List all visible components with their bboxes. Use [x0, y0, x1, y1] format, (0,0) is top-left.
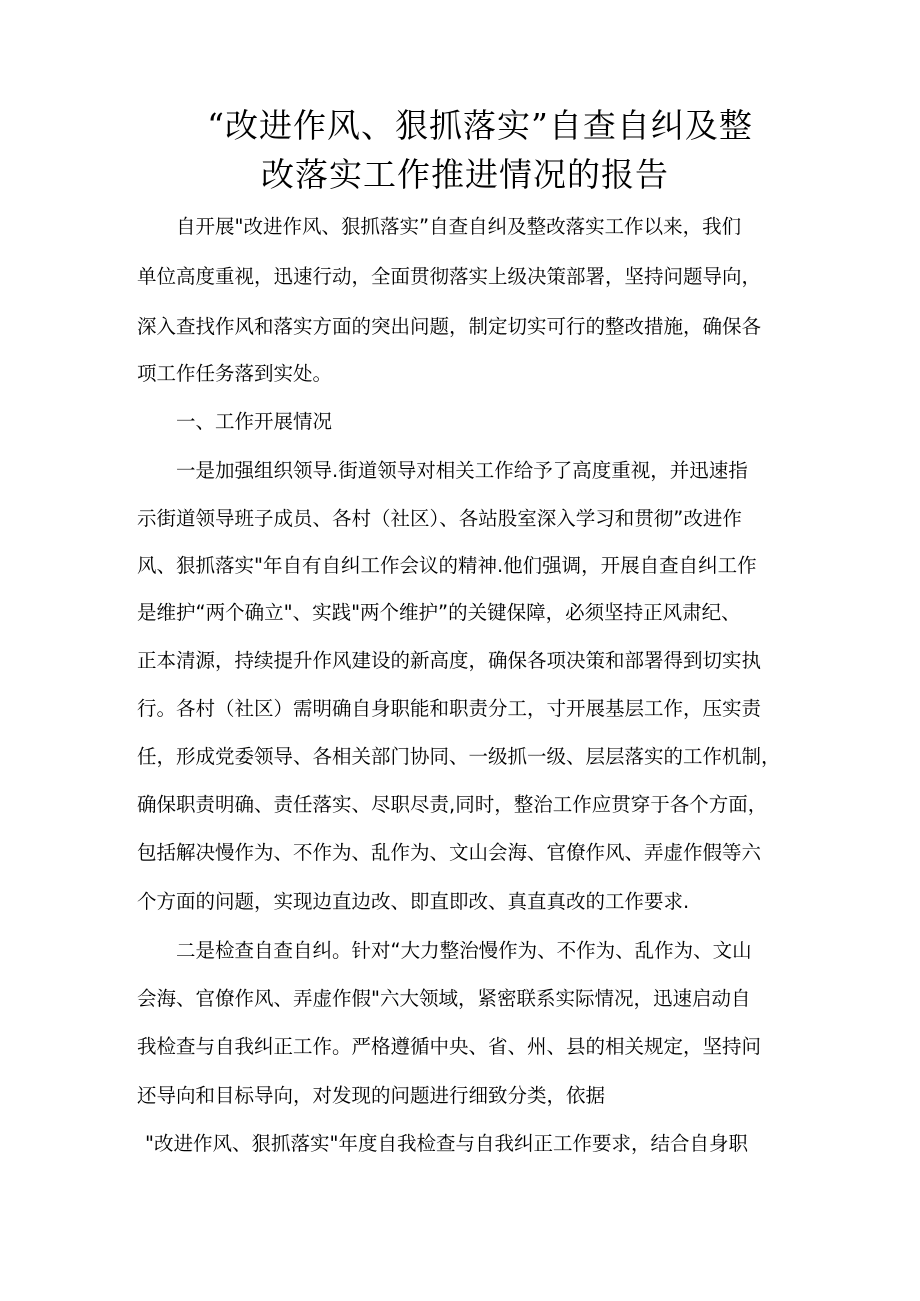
- paragraph-line: 行。各村（社区）需明确自身职能和职责分工，寸开展基层工作，压实责: [137, 697, 762, 720]
- paragraph-line: 会海、官僚作风、弄虚作假"六大领域，紧密联系实际情况，迅速启动自: [137, 987, 751, 1010]
- paragraph-line: 风、狠抓落实"年自有自纠工作会议的精神.他们强调，开展自查自纠工作: [137, 554, 757, 577]
- paragraph-line: 是维护“两个确立"、实践"两个维护”的关键保障，必须坚持正风肃纪、: [137, 601, 741, 624]
- paragraph-line: 还导向和目标导向，对发现的问题进行细致分类，依据: [137, 1084, 606, 1107]
- paragraph-line: 项工作任务落到实处。: [137, 362, 333, 385]
- section-heading: 一、工作开展情况: [176, 410, 333, 433]
- paragraph-line: 一是加强组织领导.街道领导对相关工作给予了高度重视，并迅速指: [176, 459, 748, 482]
- paragraph-line: 自开展"改进作风、狠抓落实”自查自纠及整改落实工作以来，我们: [176, 215, 742, 238]
- paragraph-line: "改进作风、狠抓落实"年度自我检查与自我纠正工作要求，结合自身职: [145, 1132, 748, 1155]
- paragraph-line: 任，形成党委领导、各相关部门协同、一级抓一级、层层落实的工作机制，: [137, 745, 781, 768]
- paragraph-line: 包括解决慢作为、不作为、乱作为、文山会海、官僚作风、弄虚作假等六: [137, 841, 762, 864]
- paragraph-line: 确保职责明确、责任落实、尽职尽责,同时，整治工作应贯穿于各个方面，: [137, 793, 768, 816]
- paragraph-line: 示街道领导班子成员、各村（社区）、各站股室深入学习和贯彻”改进作: [137, 507, 742, 530]
- paragraph-line: 正本清源，持续提升作风建设的新高度，确保各项决策和部署得到切实执: [137, 649, 762, 672]
- paragraph-line: 深入查找作风和落实方面的突出问题，制定切实可行的整改措施，确保各: [137, 315, 762, 338]
- paragraph-line: 我检查与自我纠正工作。严格遵循中央、省、州、县的相关规定，坚持问: [137, 1035, 762, 1058]
- paragraph-line: 个方面的问题，实现边直边改、即直即改、真直真改的工作要求.: [137, 890, 690, 913]
- paragraph-line: 二是检查自查自纠。针对“大力整治慢作为、不作为、乱作为、文山: [176, 939, 752, 962]
- paragraph-line: 单位高度重视，迅速行动，全面贯彻落实上级决策部署，坚持问题导向，: [137, 265, 762, 288]
- document-title-line-2: 改落实工作推进情况的报告: [261, 155, 669, 194]
- document-title-line-1: “改进作风、狠抓落实”自查自纠及整: [207, 106, 753, 145]
